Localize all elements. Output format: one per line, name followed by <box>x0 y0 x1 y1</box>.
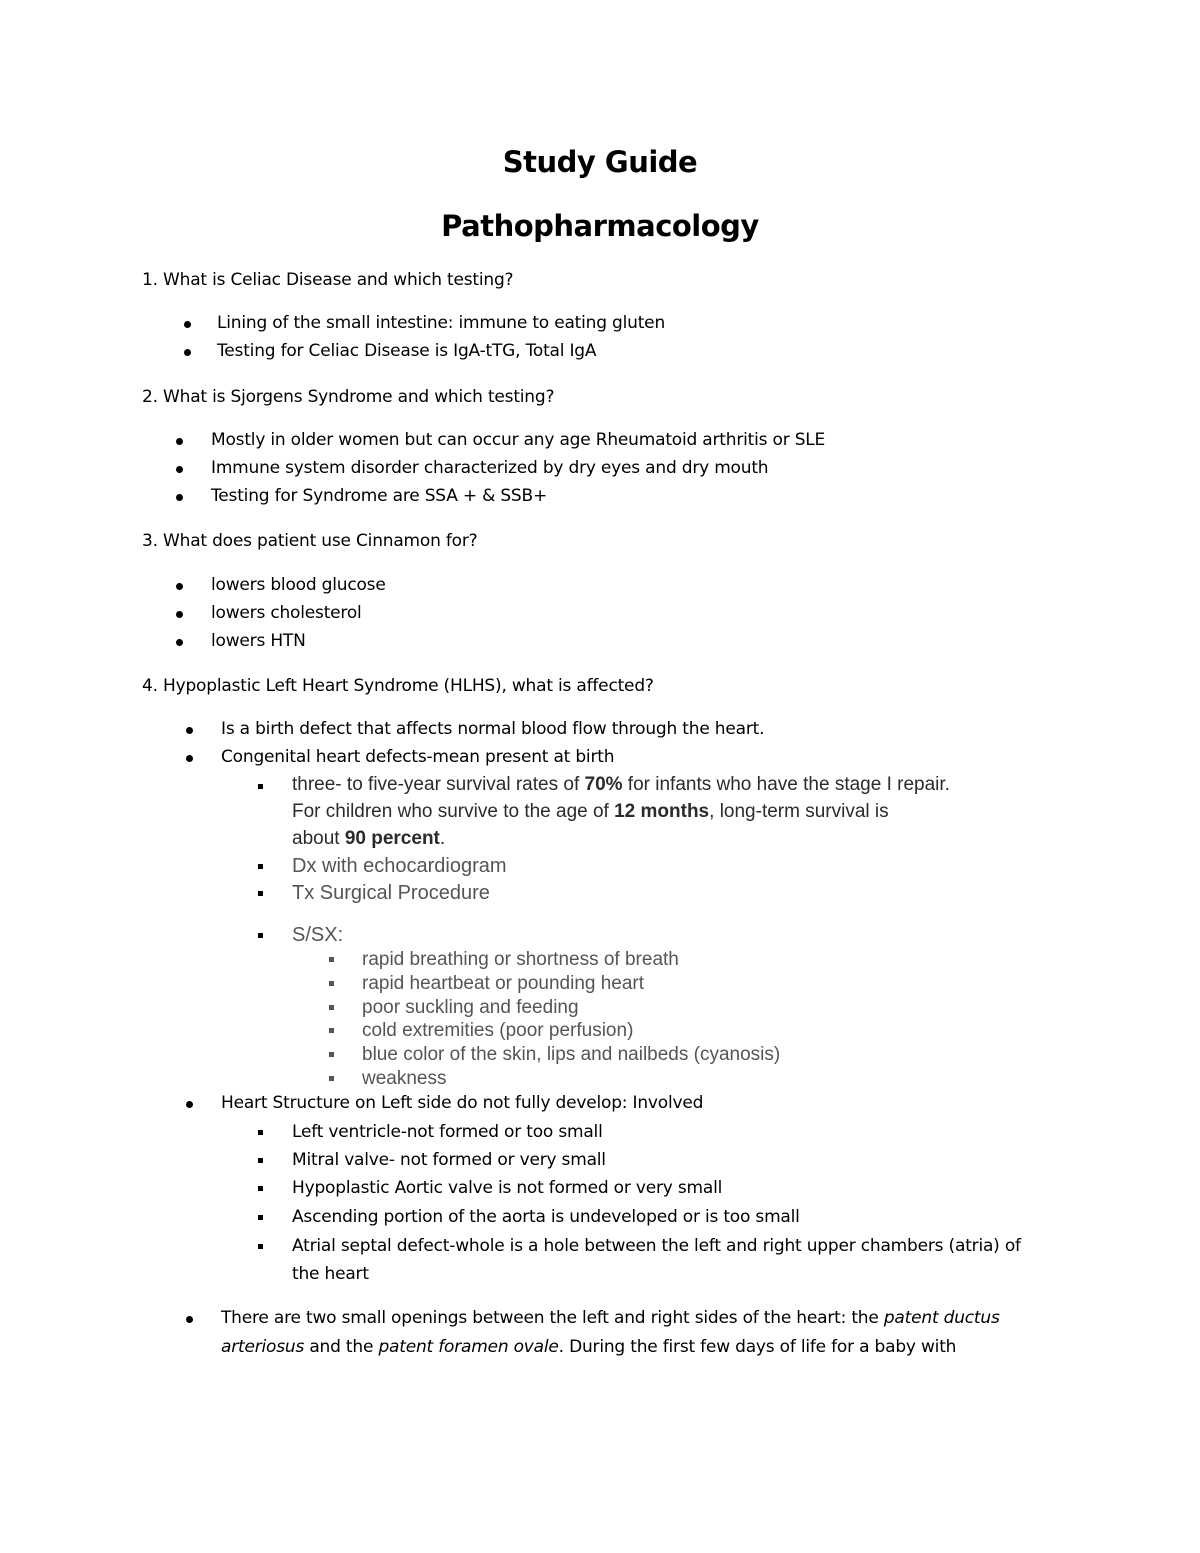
dx-item: Dx with echocardiogram <box>292 855 507 877</box>
survival-line-2: For children who survive to the age of 12 months, long-term survival is <box>292 801 889 822</box>
q3-bullet-2: lowers cholesterol <box>211 603 362 623</box>
symptom-item: rapid heartbeat or pounding heart <box>362 973 645 994</box>
q4-bullet-3: Heart Structure on Left side do not fully develop: Involved <box>221 1093 704 1113</box>
q4-bullet-4-line-1: There are two small openings between the left and right sides of the heart: the patent ductus <box>221 1308 1000 1328</box>
q2-bullet-3: Testing for Syndrome are SSA + & SSB+ <box>211 486 548 506</box>
q3-bullet-3: lowers HTN <box>211 631 306 651</box>
square-bullet-icon <box>258 1158 263 1163</box>
symptom-item: poor suckling and feeding <box>362 997 579 1018</box>
symptom-item: blue color of the skin, lips and nailbeds (cyanosis) <box>362 1044 781 1065</box>
bullet-icon <box>186 727 193 734</box>
q3-bullet-1: lowers blood glucose <box>211 575 386 595</box>
bullet-icon <box>176 438 183 445</box>
bullet-icon <box>176 494 183 501</box>
page-title: Study Guide <box>502 145 698 179</box>
square-bullet-icon <box>258 1130 263 1135</box>
square-bullet-icon <box>329 1005 334 1010</box>
q4-bullet-4-line-2: arteriosus and the patent foramen ovale. During the first few days of life for a baby with <box>221 1337 957 1357</box>
question-3: 3. What does patient use Cinnamon for? <box>142 531 478 551</box>
bullet-icon <box>176 583 183 590</box>
square-bullet-icon <box>258 1215 263 1220</box>
survival-line-1: three- to five-year survival rates of 70% for infants who have the stage I repair. <box>292 774 950 795</box>
q4-bullet-2: Congenital heart defects-mean present at birth <box>221 747 615 767</box>
square-bullet-icon <box>329 957 334 962</box>
bullet-icon <box>176 611 183 618</box>
bullet-icon <box>176 639 183 646</box>
q2-bullet-1: Mostly in older women but can occur any age Rheumatoid arthritis or SLE <box>211 430 826 450</box>
q1-bullet-2: Testing for Celiac Disease is IgA-tTG, Total IgA <box>217 341 597 361</box>
bullet-icon <box>176 466 183 473</box>
symptom-item: rapid breathing or shortness of breath <box>362 949 679 970</box>
bullet-icon <box>186 755 193 762</box>
square-bullet-icon <box>258 1186 263 1191</box>
square-bullet-icon <box>258 891 263 896</box>
bullet-icon <box>186 1101 193 1108</box>
q2-bullet-2: Immune system disorder characterized by dry eyes and dry mouth <box>211 458 769 478</box>
structure-item: Left ventricle-not formed or too small <box>292 1122 603 1142</box>
bullet-icon <box>186 1316 193 1323</box>
question-1: 1. What is Celiac Disease and which testing? <box>142 270 514 290</box>
question-4: 4. Hypoplastic Left Heart Syndrome (HLHS), what is affected? <box>142 676 654 696</box>
structure-item-continued: the heart <box>292 1264 369 1284</box>
square-bullet-icon <box>258 933 263 938</box>
bullet-icon <box>184 321 191 328</box>
structure-item: Mitral valve- not formed or very small <box>292 1150 606 1170</box>
sx-label: S/SX: <box>292 924 344 946</box>
square-bullet-icon <box>329 981 334 986</box>
page-subtitle: Pathopharmacology <box>441 209 759 243</box>
question-2: 2. What is Sjorgens Syndrome and which testing? <box>142 387 555 407</box>
structure-item: Hypoplastic Aortic valve is not formed or very small <box>292 1178 723 1198</box>
square-bullet-icon <box>329 1076 334 1081</box>
q4-bullet-1: Is a birth defect that affects normal blood flow through the heart. <box>221 719 765 739</box>
symptom-item: cold extremities (poor perfusion) <box>362 1020 634 1041</box>
q1-bullet-1: Lining of the small intestine: immune to eating gluten <box>217 313 666 333</box>
square-bullet-icon <box>258 784 263 789</box>
square-bullet-icon <box>258 1244 263 1249</box>
survival-line-3: about 90 percent. <box>292 828 446 849</box>
structure-item: Atrial septal defect-whole is a hole between the left and right upper chambers (atria) of <box>292 1236 1021 1256</box>
bullet-icon <box>184 349 191 356</box>
structure-item: Ascending portion of the aorta is undeveloped or is too small <box>292 1207 800 1227</box>
tx-item: Tx Surgical Procedure <box>292 882 490 904</box>
square-bullet-icon <box>258 864 263 869</box>
square-bullet-icon <box>329 1028 334 1033</box>
symptom-item: weakness <box>362 1068 447 1089</box>
square-bullet-icon <box>329 1052 334 1057</box>
